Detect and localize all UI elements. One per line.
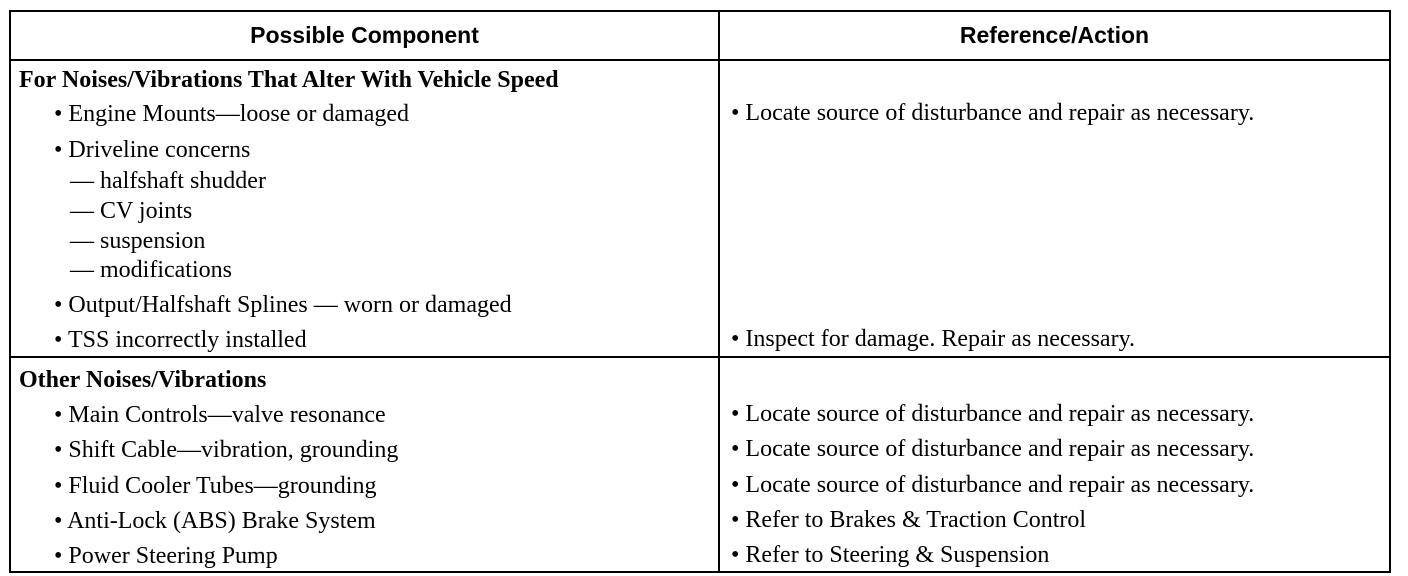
action-item: • Locate source of disturbance and repair as necessary.	[731, 100, 1255, 126]
header-reference-action: Reference/Action	[959, 22, 1150, 48]
component-subitem: — suspension	[70, 228, 206, 254]
component-item: • Engine Mounts—loose or damaged	[54, 101, 410, 127]
action-item: • Locate source of disturbance and repair as necessary.	[731, 401, 1255, 427]
action-item: • Inspect for damage. Repair as necessary.	[731, 326, 1136, 352]
component-item: • Output/Halfshaft Splines — worn or damaged	[54, 292, 512, 318]
component-item: • Anti-Lock (ABS) Brake System	[54, 508, 376, 534]
action-item: • Locate source of disturbance and repair as necessary.	[731, 436, 1255, 462]
action-item: • Locate source of disturbance and repair as necessary.	[731, 472, 1255, 498]
component-item: • Driveline concerns	[54, 137, 251, 163]
component-item: • Shift Cable—vibration, grounding	[54, 437, 399, 463]
section-title: Other Noises/Vibrations	[19, 367, 267, 393]
component-item: • TSS incorrectly installed	[54, 327, 307, 353]
table-header-row	[11, 12, 1389, 61]
section-divider	[11, 356, 1389, 358]
action-item: • Refer to Brakes & Traction Control	[731, 507, 1087, 533]
component-subitem: — halfshaft shudder	[70, 168, 266, 194]
component-subitem: — modifications	[70, 257, 232, 283]
action-item: • Refer to Steering & Suspension	[731, 542, 1050, 568]
header-possible-component: Possible Component	[250, 22, 479, 48]
section-title: For Noises/Vibrations That Alter With Vehicle Speed	[19, 67, 559, 93]
diagnostic-table	[9, 10, 1391, 573]
component-item: • Power Steering Pump	[54, 543, 278, 569]
component-item: • Fluid Cooler Tubes—grounding	[54, 473, 377, 499]
component-item: • Main Controls—valve resonance	[54, 402, 386, 428]
component-subitem: — CV joints	[70, 198, 193, 224]
column-divider	[718, 12, 720, 571]
